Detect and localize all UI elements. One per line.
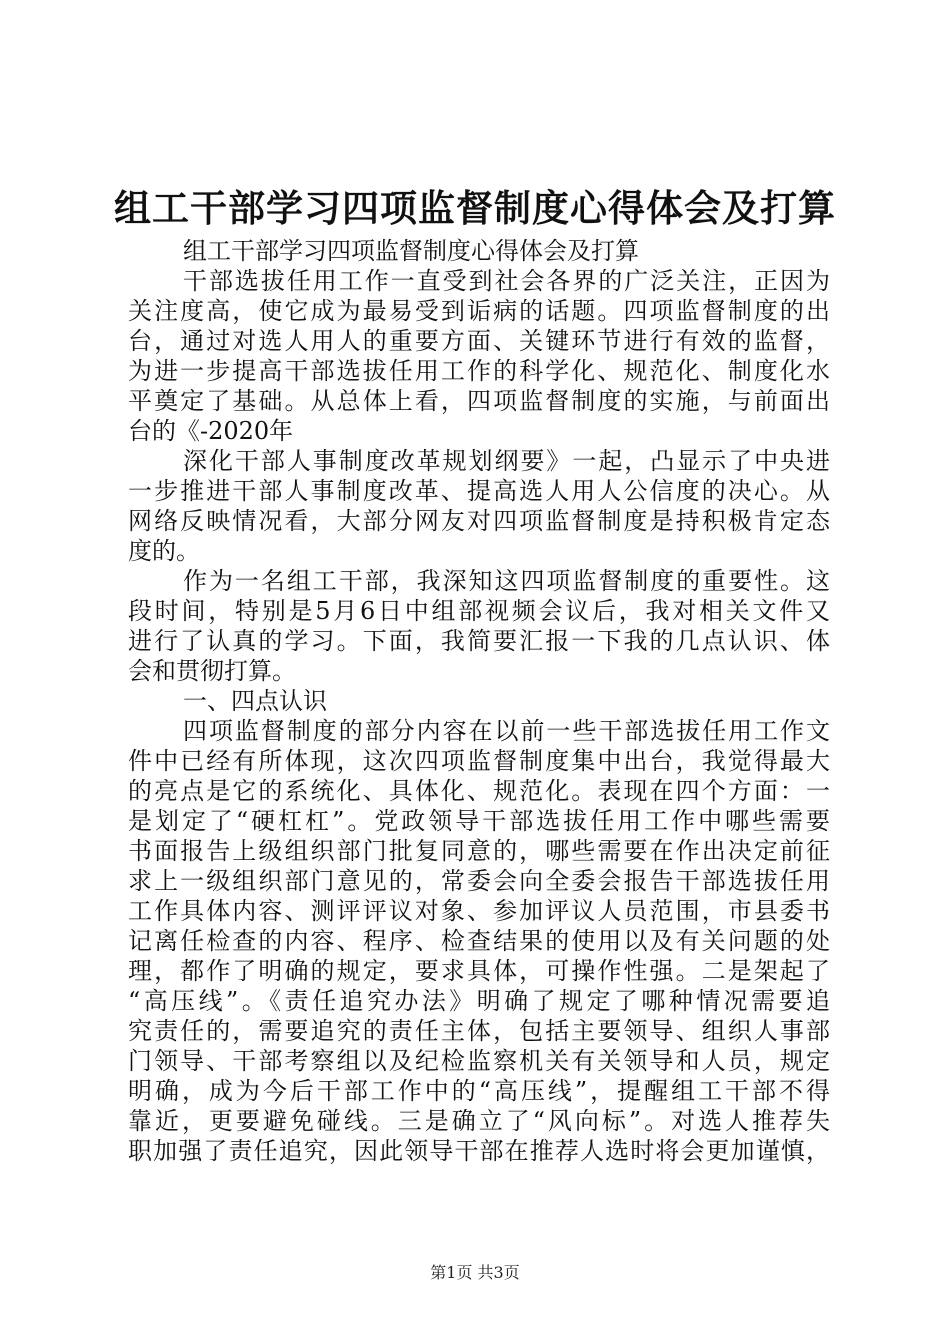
page-footer: 第1页 共3页 [430, 1263, 520, 1282]
body-line: 求上一级组织部门意见的，常委会向全委会报告干部选拔任用 [128, 867, 830, 895]
document-title: 组工干部学习四项监督制度心得体会及打算 [114, 186, 836, 230]
body-line: 作为一名组工干部，我深知这四项监督制度的重要性。这 [183, 567, 830, 595]
body-line: 关注度高，使它成为最易受到诟病的话题。四项监督制度的出 [128, 297, 830, 325]
body-line: “高压线”。《责任追究办法》明确了规定了哪种情况需要追 [128, 987, 830, 1015]
body-line: 究责任的，需要追究的责任主体，包括主要领导、组织人事部 [128, 1017, 830, 1045]
body-line: 是划定了“硬杠杠”。党政领导干部选拔任用工作中哪些需要 [128, 807, 830, 835]
body-line: 靠近，更要避免碰线。三是确立了“风向标”。对选人推荐失 [128, 1107, 830, 1135]
body-line: 职加强了责任追究，因此领导干部在推荐人选时将会更加谨慎， [128, 1137, 830, 1165]
body-line: 网络反映情况看，大部分网友对四项监督制度是持积极肯定态 [128, 507, 830, 535]
body-line: 工作具体内容、测评评议对象、参加评议人员范围，市县委书 [128, 897, 830, 925]
body-line: 组工干部学习四项监督制度心得体会及打算 [183, 237, 639, 265]
body-line: 段时间，特别是5月6日中组部视频会议后，我对相关文件又 [128, 597, 830, 625]
body-line: 一、四点认识 [183, 687, 327, 715]
body-line: 四项监督制度的部分内容在以前一些干部选拔任用工作文 [183, 717, 830, 745]
body-line: 平奠定了基础。从总体上看，四项监督制度的实施，与前面出 [128, 387, 830, 415]
body-line: 台，通过对选人用人的重要方面、关键环节进行有效的监督， [128, 327, 830, 355]
document-body [128, 236, 830, 1166]
body-line: 为进一步提高干部选拔任用工作的科学化、规范化、制度化水 [128, 357, 830, 385]
body-line: 门领导、干部考察组以及纪检监察机关有关领导和人员，规定 [128, 1047, 830, 1075]
body-line: 明确，成为今后干部工作中的“高压线”，提醒组工干部不得 [128, 1077, 830, 1105]
body-line: 的亮点是它的系统化、具体化、规范化。表现在四个方面：一 [128, 777, 830, 805]
body-line: 一步推进干部人事制度改革、提高选人用人公信度的决心。从 [128, 477, 830, 505]
body-line: 书面报告上级组织部门批复同意的，哪些需要在作出决定前征 [128, 837, 830, 865]
body-line: 深化干部人事制度改革规划纲要》一起，凸显示了中央进 [183, 447, 830, 475]
body-line: 干部选拔任用工作一直受到社会各界的广泛关注，正因为 [183, 267, 830, 295]
body-line: 台的《-2020年 [128, 417, 294, 445]
body-line: 度的。 [128, 537, 200, 565]
body-line: 件中已经有所体现，这次四项监督制度集中出台，我觉得最大 [128, 747, 830, 775]
body-line: 进行了认真的学习。下面，我简要汇报一下我的几点认识、体 [128, 627, 830, 655]
body-line: 理，都作了明确的规定，要求具体，可操作性强。二是架起了 [128, 957, 830, 985]
body-line: 记离任检查的内容、程序、检查结果的使用以及有关问题的处 [128, 927, 830, 955]
body-line: 会和贯彻打算。 [128, 657, 296, 685]
